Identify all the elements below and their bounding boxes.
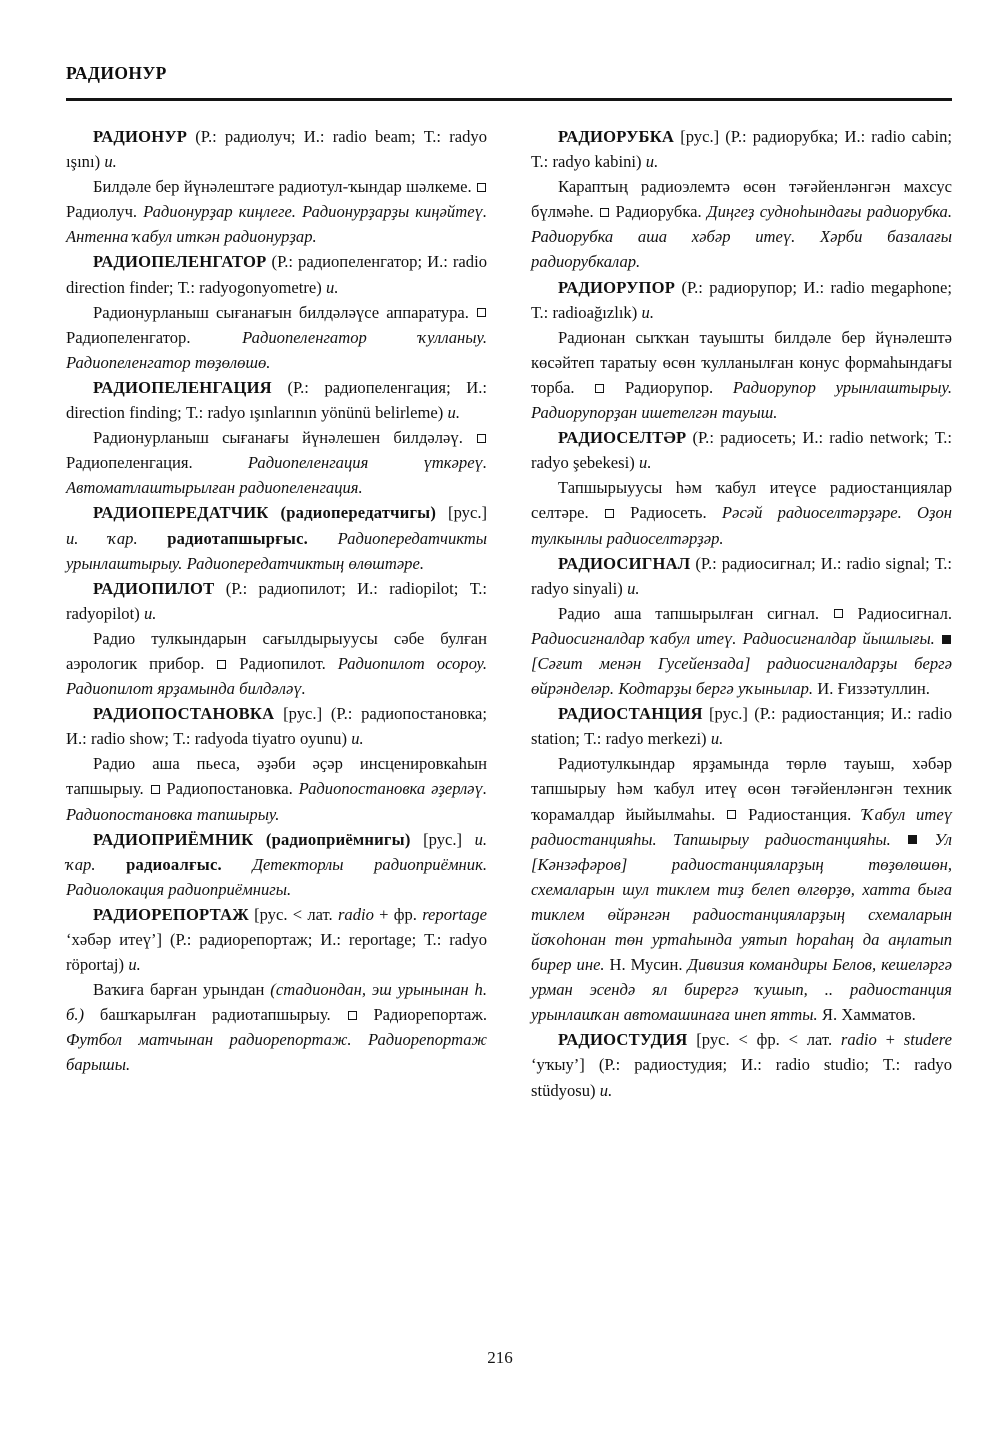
header-rule	[66, 98, 952, 101]
entry-cross-reference: радиоалғыс.	[126, 854, 222, 874]
etymology-french: reportage	[422, 904, 488, 924]
entry-equivalent: Радиорупор.	[624, 377, 714, 397]
entry-definition: Радионурланыш сығанағы йүнәлешен билдәләү.	[93, 428, 463, 448]
entry-source: [рус.]	[423, 829, 463, 849]
entry-etymology: [рус. < фр. < лат. radio + studere ‘уҡыу’]	[531, 1030, 952, 1075]
entry-body	[66, 626, 487, 701]
entry-gloss: (Р.: радиопеленгатор; И.: radio direction finder; Т.: radyogonyometre)	[66, 252, 487, 297]
entry-equivalent: Радиорепортаж.	[373, 1005, 488, 1025]
entry-cross-reference: радиотапшырғыс.	[167, 528, 308, 548]
entry-pos: и.	[447, 403, 460, 423]
entry-equivalent: Радиопилот.	[239, 653, 326, 673]
entry-examples: Радиопостановка әҙерләү. Радиопостановка тапшырыу.	[66, 779, 487, 824]
entry-gloss: (Р.: радиосеть; И.: radio network; Т.: radyo şebekesi)	[531, 428, 953, 473]
entry-headword: РАДИОСТУДИЯ	[558, 1030, 688, 1050]
dictionary-entry	[66, 375, 487, 425]
entry-body	[531, 325, 952, 425]
entry-source: [рус.]	[709, 704, 748, 724]
entry-headword: РАДИОПОСТАНОВКА	[93, 704, 275, 724]
entry-equivalent: Радиорубка.	[615, 202, 702, 222]
entry-definition: Радионурланыш сығанағын билдәләүсе аппаратура.	[93, 302, 469, 322]
entry-definition: Радио аша пьеса, әҙәби әҫәр инсценировкаһын тапшырыу.	[66, 754, 487, 799]
open-square-icon	[727, 810, 736, 819]
entry-headword: РАДИОРУПОР	[558, 277, 676, 297]
entry-pos: и.	[143, 603, 157, 623]
entry-citation-2: Дивизия командиры Белов, кешеләргә урман эсендә ял бирергә ҡушып, .. радиостанция урынлашҡан автомашинаға инеп ятты.	[531, 955, 952, 1025]
entry-pos: и.	[326, 277, 339, 297]
entry-gloss: (Р.: радиорупор; И.: radio megaphone; Т.: radioağızlık)	[531, 277, 953, 322]
entry-examples: Радиопередатчикты урынлаштырыу. Радиопередатчиктың өлөштәре.	[66, 528, 488, 573]
dictionary-entry	[531, 275, 952, 325]
entry-headword: РАДИОСИГНАЛ	[558, 553, 691, 573]
entry-headword: РАДИОСЕЛТӘР	[558, 428, 687, 448]
entry-examples: Футбол матчынан радиорепортаж. Радиорепортаж барышы.	[66, 1030, 487, 1075]
entry-pos: и.	[645, 152, 659, 172]
dictionary-entry	[531, 701, 952, 751]
entry-definition: Ваҡиға барған урындан (стадиондан, эш урынынан һ. б.) башҡарылған радиотапшырыу.	[66, 980, 487, 1025]
entry-examples: Диңгеҙ судноһындағы радиорубка. Радиорубка аша хәбәр итеү. Хәрби базалағы радиорубкалар.	[531, 202, 953, 272]
entry-examples: Ҡабул итеү радиостанцияһы. Тапшырыу радиостанцияһы.	[531, 804, 952, 849]
dictionary-entry	[66, 500, 487, 575]
entry-examples: Радиопилот осороу. Радиопилот ярҙамында билдәләү.	[66, 653, 487, 699]
entry-headword: РАДИОНУР	[93, 127, 188, 146]
running-head	[66, 64, 950, 83]
filled-square-icon	[908, 835, 917, 844]
filled-square-icon	[942, 635, 951, 644]
running-head-text: РАДИОНУР	[66, 63, 167, 83]
entry-citation-author: Н. Мусин.	[609, 955, 683, 975]
entry-examples: Радиорупор урынлаштырыу. Радиорупорҙан ишетелгән тауыш.	[531, 377, 953, 423]
entry-citation: [Сәғит менән Гусейензада] радиосигналдарҙы бергә өйрәнделәр. Кодтарҙы бергә уҡынылар.	[531, 653, 952, 699]
dictionary-entry	[66, 701, 487, 751]
open-square-icon	[151, 785, 160, 794]
entry-definition: Билдәле бер йүнәлештәге радиотул-ҡындар шәлкеме.	[93, 177, 472, 197]
dictionary-entry	[531, 1027, 952, 1102]
entry-gloss: (Р.: радиопилот; И.: radiopilot; Т.: radyopilot)	[66, 578, 487, 623]
dictionary-entry	[66, 827, 487, 902]
entry-body	[531, 751, 952, 1027]
entry-gloss: (Р.: радиостудия; И.: radio studio; Т.: radyo stüdyosu)	[531, 1055, 952, 1100]
entry-body	[531, 475, 952, 550]
entry-gloss: (Р.: радиопеленгация; И.: direction finding; Т.: radyo ışınlarının yönünü belirleme)	[66, 377, 487, 423]
entry-source: [рус.]	[680, 127, 720, 146]
entry-pos: и. ҡар.	[66, 528, 138, 548]
entry-pos: и.	[627, 578, 640, 598]
entry-equivalent: Радиолуч.	[66, 202, 138, 222]
entry-definition: Радио аша тапшырылған сигнал.	[558, 603, 820, 623]
open-square-icon	[600, 208, 609, 217]
entry-gloss: (Р.: радиосигнал; И.: radio signal; Т.: radyo sinyali)	[531, 553, 953, 598]
entry-pos: и.	[639, 453, 652, 473]
entry-headword-suffix: (радиоприёмнигы)	[265, 829, 411, 849]
entry-pos: и.	[351, 729, 364, 749]
entry-definition: Радиотулкындар ярҙамында төрлө тауыш, хәбәр тапшырыу һәм ҡабул итеү өсөн тәғәйенләнгән техник ҡорамалдар йыйылмаһы.	[531, 754, 952, 824]
dictionary-entry	[66, 902, 487, 977]
text-columns	[66, 124, 952, 1103]
dictionary-entry	[66, 249, 487, 299]
entry-pos: и.	[710, 729, 724, 749]
entry-examples: Радионурҙар киңлеге. Радионурҙарҙы киңәйтеү. Антенна ҡабул иткән радионурҙар.	[66, 202, 488, 247]
entry-equivalent: Радиостанция.	[748, 804, 852, 824]
entry-citation: Ул [Кәнзәфәров] радиостанцияларҙың төҙөлөшөн, схемаларын шул тиклем тиҙ белеп өлгөрҙө, хатта быға тиклем өйрәнгән радиостанцияларҙың схемаларын йоҡоһонан төн уртаһында уятып һораһаң да аңлатып бирер ине.	[531, 829, 953, 975]
entry-headword: РАДИОПЕРЕДАТЧИК	[93, 503, 269, 523]
entry-equivalent: Радиопостановка.	[166, 779, 293, 799]
entry-definition: Караптың радиоэлемтә өсөн тәғәйенләнгән махсус бүлмәһе.	[531, 177, 952, 222]
dictionary-entry	[531, 124, 952, 174]
entry-body	[531, 601, 952, 701]
entry-source: [рус.]	[448, 503, 487, 523]
open-square-icon	[595, 384, 604, 393]
open-square-icon	[834, 609, 843, 618]
entry-headword: РАДИОПЕЛЕНГАТОР	[93, 252, 267, 272]
entry-examples: Детекторлы радиоприёмник. Радиолокация радиоприёмнигы.	[66, 854, 487, 899]
entry-headword: РАДИОСТАНЦИЯ	[558, 704, 703, 724]
entry-examples: Рәсәй радиоселтәрҙәре. Оҙон тулкынлы радиоселтәрҙәр.	[531, 503, 952, 548]
entry-body	[66, 977, 487, 1077]
entry-pos: и.	[104, 152, 117, 172]
entry-pos: и.	[641, 302, 654, 322]
etymology-latin: radio	[840, 1030, 877, 1050]
entry-headword: РАДИОПЕЛЕНГАЦИЯ	[93, 377, 272, 397]
entry-gloss: (Р.: радиорубка; И.: radio cabin; Т.: radyo kabini)	[531, 127, 953, 172]
open-square-icon	[477, 183, 486, 192]
dictionary-entry	[66, 576, 487, 626]
entry-gloss: (Р.: радиорепортаж; И.: reportage; Т.: radyo röportaj)	[66, 930, 488, 975]
etymology-latin: radio	[337, 904, 374, 924]
entry-body	[66, 425, 487, 500]
entry-equivalent: Радиопеленгация.	[66, 453, 193, 473]
entry-equivalent: Радиопеленгатор.	[66, 327, 191, 347]
entry-citation-2-author: Я. Хамматов.	[821, 1005, 916, 1025]
entry-gloss: (Р.: радиолуч; И.: radio beam; Т.: radyo ışını)	[66, 127, 488, 172]
entry-examples: Радиосигналдар ҡабул итеү. Радиосигналдар йышлығы.	[531, 628, 935, 648]
entry-equivalent: Радиосигнал.	[857, 603, 953, 623]
entry-pos: и. ҡар.	[66, 829, 488, 874]
dictionary-entry	[66, 124, 487, 174]
entry-etymology: [рус. < лат. radio + фр. reportage ‘хәбәр итеү’]	[66, 904, 488, 949]
entry-gloss: (Р.: радиопостановка; И.: radio show; Т.: radyoda tiyatro oyunu)	[66, 704, 487, 749]
entry-body	[66, 174, 487, 249]
entry-definition: Радио тулкындарын сағылдырыуусы сәбе булған аэрологик прибор.	[66, 628, 487, 673]
entry-body	[66, 751, 487, 826]
entry-pos: и.	[128, 955, 141, 975]
dictionary-entry	[531, 551, 952, 601]
entry-examples: Радиопеленгатор ҡулланыу. Радиопеленгатор төҙөлөшө.	[66, 327, 487, 372]
entry-headword: РАДИОПРИЁМНИК	[93, 829, 254, 849]
entry-source: [рус.]	[283, 704, 323, 724]
column-left	[66, 124, 487, 1103]
entry-headword: РАДИОПИЛОТ	[93, 578, 215, 598]
open-square-icon	[348, 1011, 357, 1020]
entry-definition: Радионан сыҡҡан тауышты билдәле бер йүнәлештә көсәйтеп таратыу өсөн ҡулланылған конус формаһындағы торба.	[531, 327, 952, 397]
open-square-icon	[477, 434, 486, 443]
entry-headword: РАДИОРЕПОРТАЖ	[93, 904, 249, 924]
open-square-icon	[477, 308, 486, 317]
entry-citation-author: И. Ғиззәтуллин.	[817, 679, 930, 699]
entry-gloss: (Р.: радиостанция; И.: radio station; Т.: radyo merkezi)	[531, 704, 952, 749]
etymology-latin-2: studere	[903, 1030, 952, 1050]
entry-headword-suffix: (радиопередатчигы)	[280, 503, 437, 523]
entry-equivalent: Радиосеть.	[630, 503, 707, 523]
open-square-icon	[605, 509, 614, 518]
definition-italic-part: (стадиондан, эш урынынан һ. б.)	[66, 980, 487, 1025]
dictionary-entry	[531, 425, 952, 475]
column-right	[531, 124, 952, 1103]
entry-headword: РАДИОРУБКА	[558, 127, 675, 146]
page-number: 216	[487, 1348, 513, 1367]
entry-pos: и.	[599, 1080, 613, 1100]
entry-body	[66, 300, 487, 375]
entry-examples: Радиопеленгация үткәреү. Автоматлаштырылған радиопеленгация.	[66, 453, 488, 498]
open-square-icon	[217, 660, 226, 669]
entry-definition: Тапшырыуусы һәм ҡабул итеүсе радиостанциялар селтәре.	[531, 478, 952, 523]
entry-body	[531, 174, 952, 274]
